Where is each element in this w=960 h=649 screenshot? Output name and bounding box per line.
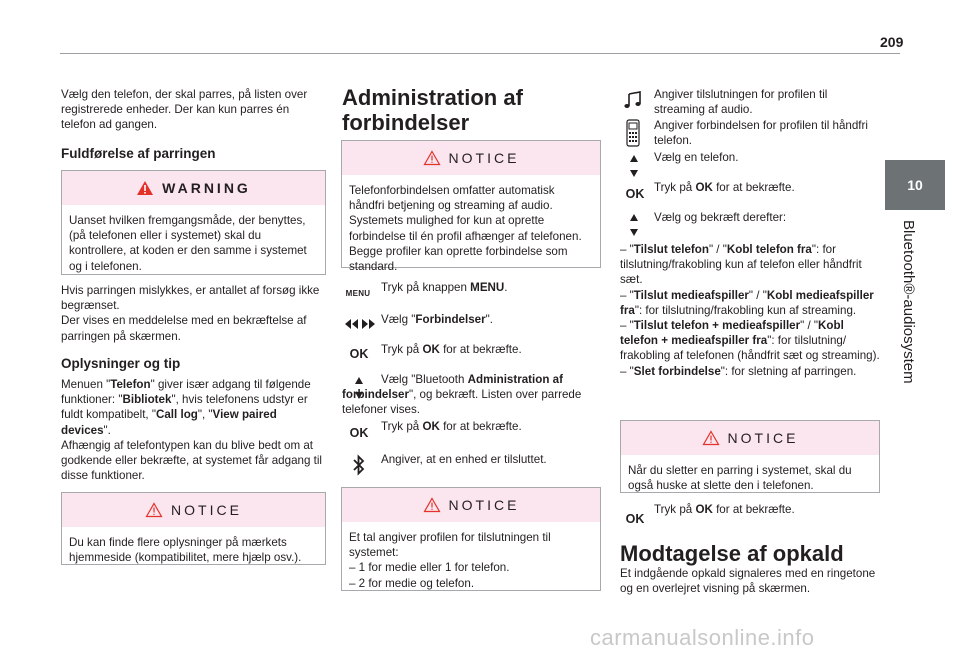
step-connected-indicator: Angiver, at en enhed er tilsluttet. <box>381 453 547 466</box>
notice-header <box>62 493 325 527</box>
section-heading-complete: Fuldførelse af parringen <box>61 146 216 161</box>
step-bluetooth-management: Vælg "Bluetooth Administration af forbindelser", og bekræft. Listen over parrede telefoner vises. <box>342 373 582 417</box>
notice-triangle-icon <box>702 430 720 446</box>
notice-body: Telefonforbindelsen omfatter automatisk håndfri betjening og streaming af audio. Systemets mulighed for kun at oprette forbindelse til én profil afhænger af telefonen. Begge profiler kan oprette forbindelse som standard. <box>349 184 582 274</box>
step-ok-4: Tryk på OK for at bekræfte. <box>654 503 795 516</box>
step-select-connections: Vælg "Forbindelser". <box>381 313 493 326</box>
step-choose-confirm: Vælg og bekræft derefter: <box>654 211 787 224</box>
notice-body: Et tal angiver profilen for tilslutningen til systemet: – 1 for medie eller 1 for telefon. – 2 for medie og telefon. <box>349 531 551 590</box>
menu-button-icon: MENU <box>345 288 371 298</box>
warning-body: Uanset hvilken fremgangsmåde, der benyttes, (på telefonen eller i systemet) skal du kontrollere, at koden er den samme i systemet og i telefonen. <box>69 214 307 273</box>
notice-title: NOTICE <box>448 497 520 513</box>
warning-box <box>61 170 326 275</box>
ok-button-icon: OK <box>625 512 645 526</box>
notice-body: Du kan finde flere oplysninger på mærkets hjemmeside (kompatibilitet, mere hjælp osv.). <box>69 536 302 565</box>
heading-receiving-calls: Modtagelse af opkald <box>620 541 844 566</box>
notice-body: Når du sletter en parring i systemet, skal du også huske at slette den i telefonen. <box>628 464 852 493</box>
notice-header <box>342 141 600 175</box>
phone-handset-icon <box>624 118 642 148</box>
notice-box-4 <box>620 420 880 493</box>
notice-title: NOTICE <box>727 430 799 446</box>
step-menu: Tryk på knappen MENU. <box>381 281 508 294</box>
step-ok-3: Tryk på OK for at bekræfte. <box>654 181 795 194</box>
notice-triangle-icon <box>423 497 441 513</box>
line-select-phone: Vælg en telefon. <box>654 151 739 164</box>
notice-title: NOTICE <box>171 502 242 518</box>
page-number: 209 <box>880 34 904 50</box>
connection-options-list: – "Tilslut telefon" / "Kobl telefon fra": for tilslutning/frakobling kun af telefon eller håndfrit sæt. – "Tilslut medieafspiller" / "Kobl medieafspiller fra": for tilslutning/frakobling kun af streaming. – "Tilslut telefon + medieafspiller" / "Kobl telefon + medieafspiller fra": for tilslutning/ frakobling af telefonen (håndfrit sæt og streaming). – "Slet forbindelse": for sletning af parringen. <box>620 243 880 378</box>
notice-header <box>342 488 600 522</box>
chapter-tab: 10 <box>885 160 945 210</box>
chapter-title: Bluetooth®-audiosystem <box>900 220 917 384</box>
warning-title: WARNING <box>162 180 251 196</box>
watermark: carmanualsonline.info <box>590 625 815 649</box>
notice-triangle-icon <box>423 150 441 166</box>
notice-box-3 <box>341 487 601 591</box>
section-heading-info: Oplysninger og tip <box>61 356 181 371</box>
fail-text: Hvis parringen mislykkes, er antallet af forsøg ikke begrænset. Der vises en meddelelse med en bekræftelse af parringen på skærmen. <box>61 284 320 343</box>
up-down-arrows-icon <box>625 153 643 179</box>
notice-triangle-icon <box>145 502 163 518</box>
step-ok-1: Tryk på OK for at bekræfte. <box>381 343 522 356</box>
warning-header <box>62 171 325 205</box>
notice-box-2 <box>341 140 601 274</box>
line-phone-profile: Angiver forbindelsen for profilen til håndfri telefon. <box>654 119 868 148</box>
bluetooth-icon <box>348 452 370 478</box>
step-ok-2: Tryk på OK for at bekræfte. <box>381 420 522 433</box>
up-down-arrows-icon <box>625 212 643 238</box>
notice-header <box>621 421 879 455</box>
info-text: Menuen "Telefon" giver især adgang til følgende funktioner: "Bibliotek", hvis telefonens udstyr er fuldt kompatibelt, "Call log", "View paired devices". Afhængig af telefontypen kan du blive bedt om at godkende eller bekræfte, at systemet får adgang til disse funktioner. <box>61 378 323 483</box>
ok-button-icon: OK <box>349 347 369 361</box>
notice-title: NOTICE <box>448 150 520 166</box>
left-right-arrows-icon <box>344 316 376 332</box>
chapter-title-wrap <box>896 220 920 460</box>
heading-connection-management: Administration af forbindelser <box>342 85 523 135</box>
ok-button-icon: OK <box>349 426 369 440</box>
warning-triangle-icon <box>136 180 154 196</box>
call-text: Et indgående opkald signaleres med en ringetone og en overlejret visning på skærmen. <box>620 567 876 596</box>
ok-button-icon: OK <box>625 187 645 201</box>
music-note-icon <box>622 88 644 112</box>
notice-box-1 <box>61 492 326 565</box>
header-divider <box>60 53 900 54</box>
line-audio-profile: Angiver tilslutningen for profilen til streaming af audio. <box>654 88 828 117</box>
intro-text: Vælg den telefon, der skal parres, på listen over registrerede enheder. Der kan kun parres én telefon ad gangen. <box>61 88 308 132</box>
